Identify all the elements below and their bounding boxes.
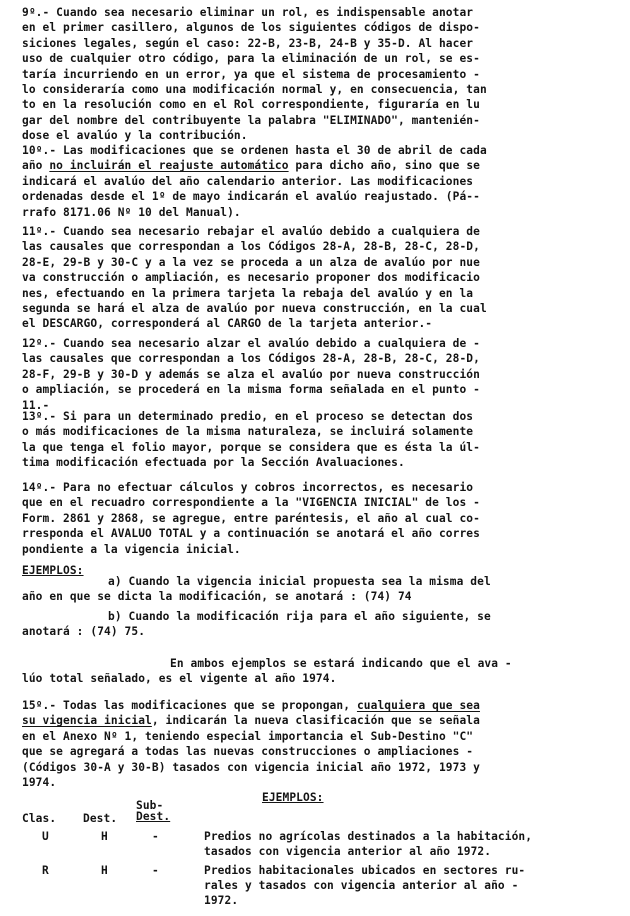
ambos-line-2: lúo total señalado, es el vigente al año 1974. bbox=[22, 672, 337, 685]
text-line: que se agregará a todas las nuevas construcciones o ampliaciones - bbox=[22, 745, 474, 759]
text-line: o más modificaciones de la misma naturaleza, se incluirá solamente bbox=[22, 425, 474, 439]
text-line: Form. 2861 y 2868, se agregue, entre paréntesis, el año al cual co- bbox=[22, 511, 480, 525]
text-line: 9º.- Cuando sea necesario eliminar un rol, es indispensable anotar bbox=[22, 6, 474, 19]
example-b-line-1: b) Cuando la modificación rija para el año siguiente, se bbox=[108, 610, 491, 623]
text-line: 14º.- Para no efectuar cálculos y cobros incorrectos, es necesario bbox=[22, 481, 474, 494]
text-line: 1974. bbox=[22, 776, 57, 790]
paragraph-14 bbox=[22, 480, 612, 557]
text-line: las causales que correspondan a los Códigos 28-A, 28-B, 28-C, 28-D, bbox=[22, 240, 480, 254]
col-header-subdest-2: Dest. bbox=[136, 810, 171, 823]
text-line: 11º.- Cuando sea necesario rebajar el avalúo debido a cualquiera de bbox=[22, 225, 480, 238]
text-line: o ampliación, se procederá en la misma forma señalada en el punto - bbox=[22, 383, 480, 397]
text-line: 12º.- Cuando sea necesario alzar el avalúo debido a cualquiera de - bbox=[22, 337, 480, 350]
paragraph-12 bbox=[22, 336, 612, 413]
text-line: 13º.- Si para un determinado predio, en el proceso se detectan dos bbox=[22, 410, 474, 423]
cell-clas: R bbox=[42, 864, 49, 877]
text-line bbox=[22, 713, 612, 728]
cell-dest: H bbox=[101, 864, 108, 877]
text-line bbox=[22, 158, 612, 173]
text-line: nes, efectuando en la primera tarjeta la rebaja del avalúo y en la bbox=[22, 286, 474, 300]
text-line: taría incurriendo en un error, ya que el sistema de procesamiento - bbox=[22, 67, 480, 81]
examples-heading: EJEMPLOS: bbox=[22, 564, 84, 577]
text-line: que en el recuadro correspondiente a la "VIGENCIA INICIAL" de los - bbox=[22, 496, 480, 510]
example-a-line-2: año en que se dicta la modificación, se anotará : (74) 74 bbox=[22, 590, 412, 603]
text-line: indicará el avalúo del año calendario anterior. Las modificaciones bbox=[22, 174, 474, 188]
cell-clas: U bbox=[42, 830, 49, 843]
underlined-text: cualquiera que sea bbox=[356, 699, 480, 712]
text-line: 28-F, 29-B y 30-D y además se alza el avalúo por nueva construcción bbox=[22, 367, 480, 381]
cell-desc-line-1: Predios no agrícolas destinados a la habitación, bbox=[204, 830, 533, 843]
text-fragment: 15º.- Todas las modificaciones que se propongan, bbox=[22, 699, 357, 712]
text-line: uso de cualquier otro código, para la eliminación de un rol, se es- bbox=[22, 52, 480, 66]
cell-desc-line-1: Predios habitacionales ubicados en sectores ru- bbox=[204, 864, 526, 877]
paragraph-11 bbox=[22, 224, 612, 332]
text-line: rresponda el AVALUO TOTAL y a continuación se anotará el año corres bbox=[22, 527, 480, 541]
example-a-line-1: a) Cuando la vigencia inicial propuesta sea la misma del bbox=[108, 575, 491, 588]
cell-desc-line-2: rales y tasados con vigencia anterior al año - bbox=[204, 879, 519, 892]
text-line: 11.- bbox=[22, 398, 50, 412]
cell-desc-line-2: tasados con vigencia anterior al año 1972. bbox=[204, 845, 492, 858]
text-line: 28-E, 29-B y 30-C y a la vez se proceda a un alza de avalúo por nue bbox=[22, 255, 480, 269]
text-line: segunda se hará el alza de avalúo por nueva construcción, en la cual bbox=[22, 302, 487, 316]
text-fragment: , indicarán la nueva clasificación que se señala bbox=[151, 714, 480, 728]
text-fragment: para dicho año, sino que se bbox=[288, 159, 480, 173]
text-line: en el Anexo Nº 1, teniendo especial importancia el Sub-Destino "C" bbox=[22, 729, 474, 743]
examples-heading-2: EJEMPLOS: bbox=[262, 791, 324, 804]
text-line: ordenadas desde el 1º de mayo indicarán el avalúo reajustado. (Pá-- bbox=[22, 190, 480, 204]
text-line: rrafo 8171.06 Nº 10 del Manual). bbox=[22, 205, 241, 219]
underlined-text: su vigencia inicial bbox=[22, 714, 152, 728]
col-header-clas: Clas. bbox=[22, 812, 57, 825]
text-line: tima modificación efectuada por la Sección Avaluaciones. bbox=[22, 456, 405, 470]
ambos-line-1: En ambos ejemplos se estará indicando que el ava - bbox=[170, 657, 512, 670]
cell-dest: H bbox=[101, 830, 108, 843]
text-line: las causales que correspondan a los Códigos 28-A, 28-B, 28-C, 28-D, bbox=[22, 352, 480, 366]
paragraph-15 bbox=[22, 698, 612, 790]
col-header-subdest-1: Sub- bbox=[136, 799, 164, 812]
cell-desc-line-3: 1972. bbox=[204, 894, 239, 907]
text-line: 10º.- Las modificaciones que se ordenen hasta el 30 de abril de cada bbox=[22, 144, 487, 157]
text-line: gar del nombre del contribuyente la palabra "ELIMINADO", mantenién- bbox=[22, 113, 480, 127]
text-fragment: año bbox=[22, 159, 50, 173]
underlined-text: no incluirán el reajuste automático bbox=[49, 159, 289, 173]
text-line: dose el avalúo y la contribución. bbox=[22, 129, 248, 143]
text-line: la que tenga el folio mayor, porque se considera que es ésta la úl- bbox=[22, 440, 480, 454]
text-line: (Códigos 30-A y 30-B) tasados con vigencia inicial año 1972, 1973 y bbox=[22, 760, 480, 774]
paragraph-13 bbox=[22, 409, 612, 471]
text-line: to en la resolución como en el Rol correspondiente, figuraría en lu bbox=[22, 98, 480, 112]
text-line: va construcción o ampliación, es necesario proponer dos modificacio bbox=[22, 271, 480, 285]
paragraph-9 bbox=[22, 5, 612, 144]
text-line: siciones legales, según el caso: 22-B, 23-B, 24-B y 35-D. Al hacer bbox=[22, 36, 474, 50]
paragraph-10 bbox=[22, 143, 612, 220]
text-line: en el primer casillero, algunos de los siguientes códigos de dispo- bbox=[22, 21, 480, 35]
text-line: pondiente a la vigencia inicial. bbox=[22, 542, 241, 556]
cell-subdest: - bbox=[152, 864, 159, 877]
example-b-line-2: anotará : (74) 75. bbox=[22, 625, 146, 638]
text-line bbox=[22, 698, 612, 713]
text-line: lo consideraría como una modificación normal y, en consecuencia, tan bbox=[22, 83, 487, 97]
cell-subdest: - bbox=[152, 830, 159, 843]
text-line: el DESCARGO, corresponderá al CARGO de la tarjeta anterior.- bbox=[22, 317, 433, 331]
col-header-dest: Dest. bbox=[83, 812, 118, 825]
